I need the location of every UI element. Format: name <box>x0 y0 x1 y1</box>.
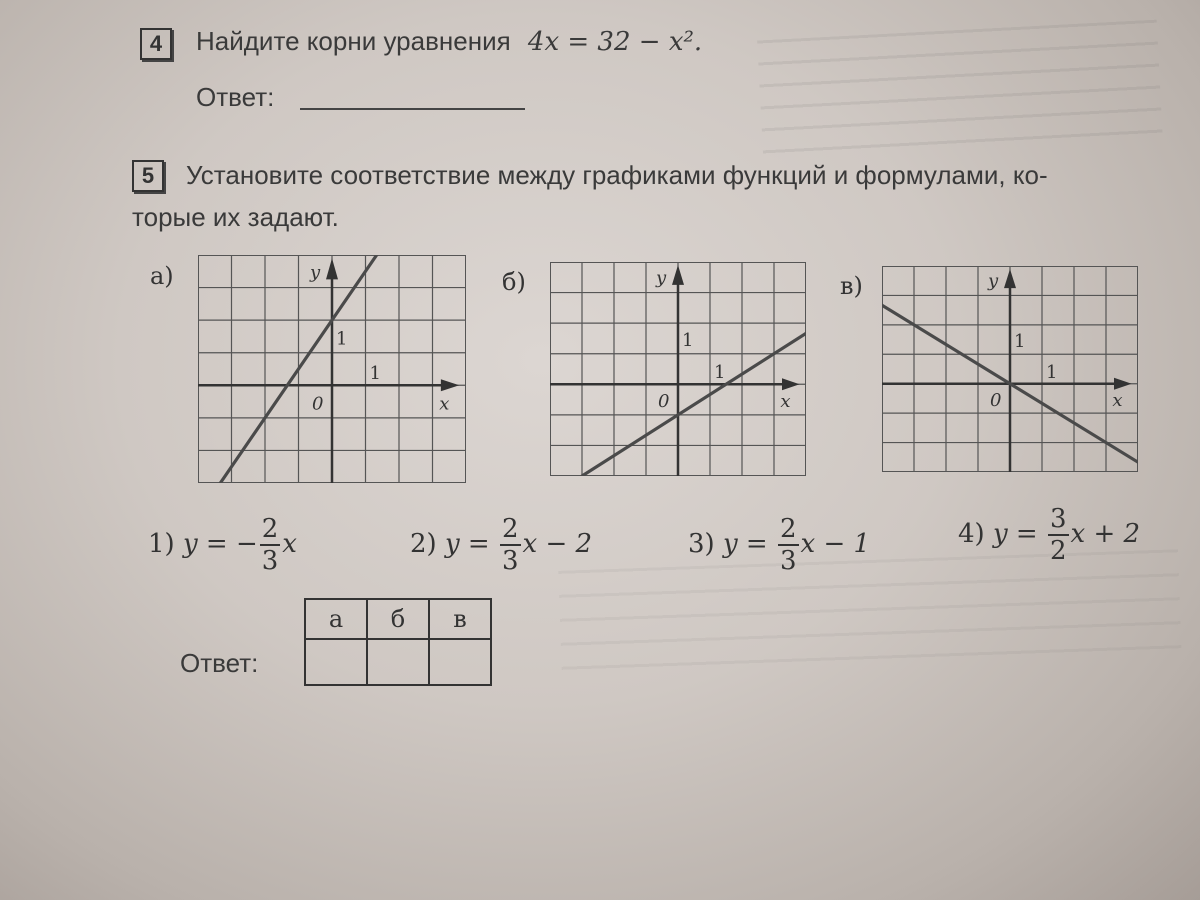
x-axis-arrow-icon <box>782 378 800 390</box>
option-1-suffix: x <box>282 529 297 559</box>
x-axis-label: x <box>1112 389 1123 411</box>
answer-cell-b[interactable] <box>367 639 429 685</box>
task-4-number: 4 <box>140 28 172 60</box>
unit-x-label: 1 <box>1046 361 1058 383</box>
x-axis-label: x <box>780 391 791 413</box>
task-4-answer-label: Ответ: <box>196 82 275 112</box>
option-1-denominator: 3 <box>261 546 279 576</box>
origin-label: 0 <box>990 389 1002 411</box>
option-4-numerator: 3 <box>1049 504 1067 534</box>
option-3-suffix: x − 1 <box>800 529 871 559</box>
y-axis-label: y <box>988 270 999 292</box>
option-3-prefix: y = <box>722 529 776 559</box>
answer-header-b: б <box>367 599 429 639</box>
answer-header-a: а <box>305 599 367 639</box>
task-5-answer-label: Ответ: <box>180 648 259 678</box>
unit-y-label: 1 <box>682 330 694 352</box>
answer-header-v: в <box>429 599 491 639</box>
option-1-index: 1) <box>148 529 175 559</box>
graph-v-label: в) <box>840 272 863 300</box>
y-axis-arrow-icon <box>672 265 684 285</box>
option-2-denominator: 3 <box>501 546 519 576</box>
option-4 <box>958 506 1140 564</box>
option-2-suffix: x − 2 <box>522 529 593 559</box>
option-2-numerator: 2 <box>501 514 519 544</box>
answer-cell-a[interactable] <box>305 639 367 685</box>
answer-table <box>304 598 492 686</box>
task-4-equation: 4x = 32 − x². <box>527 27 703 57</box>
option-4-prefix: y = <box>992 519 1046 549</box>
unit-y-label: 1 <box>1014 330 1026 352</box>
option-2 <box>410 516 592 574</box>
option-2-prefix: y = <box>444 529 498 559</box>
graph-b <box>550 262 806 476</box>
task-4-text <box>196 26 702 57</box>
option-3-numerator: 2 <box>779 514 797 544</box>
option-4-denominator: 2 <box>1049 536 1067 566</box>
unit-x-label: 1 <box>369 362 381 384</box>
task-5-number: 5 <box>132 160 164 192</box>
option-3 <box>688 516 870 574</box>
task-5-text-line1: Установите соответствие между графиками функций и формулами, ко- <box>186 160 1048 190</box>
option-4-suffix: x + 2 <box>1070 519 1141 549</box>
x-axis-arrow-icon <box>441 379 459 391</box>
option-1-numerator: 2 <box>261 514 279 544</box>
option-4-index: 4) <box>958 519 985 549</box>
task-4-answer-line[interactable] <box>300 80 525 110</box>
y-axis-arrow-icon <box>1004 269 1016 288</box>
function-line <box>582 333 806 476</box>
graph-b-label: б) <box>502 268 526 296</box>
bleed-through-text <box>757 20 1163 161</box>
option-1 <box>148 516 297 574</box>
origin-label: 0 <box>658 391 670 413</box>
option-1-prefix: y = − <box>182 529 258 559</box>
answer-cell-v[interactable] <box>429 639 491 685</box>
graph-a <box>198 255 466 483</box>
option-3-index: 3) <box>688 529 715 559</box>
x-axis-label: x <box>439 393 450 415</box>
task-5-text-line2: торые их задают. <box>132 202 339 232</box>
option-2-index: 2) <box>410 529 437 559</box>
origin-label: 0 <box>312 393 324 415</box>
unit-x-label: 1 <box>714 362 726 384</box>
unit-y-label: 1 <box>336 328 348 350</box>
y-axis-arrow-icon <box>326 258 338 279</box>
graph-a-label: а) <box>150 262 174 290</box>
y-axis-label: y <box>656 267 667 289</box>
graph-v <box>882 266 1138 472</box>
task-4-prompt: Найдите корни уравнения <box>196 26 511 56</box>
y-axis-label: y <box>310 261 321 283</box>
x-axis-arrow-icon <box>1114 378 1132 390</box>
option-3-denominator: 3 <box>779 546 797 576</box>
